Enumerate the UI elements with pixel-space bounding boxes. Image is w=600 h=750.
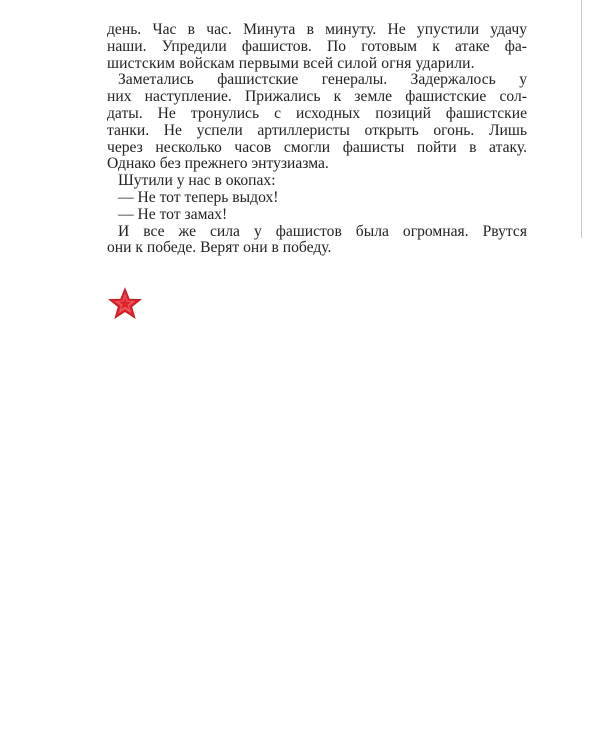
text-line: они к победе. Верят они в победу. (107, 239, 332, 257)
red-star-icon (108, 287, 142, 321)
page-edge-line (581, 0, 582, 238)
dialogue-line: — Не тот теперь выдох! (118, 188, 279, 206)
text-line: Однако без прежнего энтузиазма. (107, 155, 329, 173)
text-line: шистским войскам первыми всей силой огня ударили. (107, 54, 475, 72)
text-line: Шутили у нас в окопах: (118, 172, 276, 190)
text-line: через несколько часов смогли фашисты пойти в атаку. (107, 139, 527, 156)
text-line: день. Час в час. Минута в минуту. Не упустили удачу (107, 22, 527, 38)
text-line: них наступление. Прижались к земле фашистские сол- (107, 89, 527, 106)
text-line: наши. Упредили фашистов. По готовым к атаке фа- (107, 38, 527, 55)
dialogue-line: — Не тот замах! (118, 205, 228, 223)
text-line: даты. Не тронулись с исходных позиций фашистские (107, 105, 527, 122)
text-line: Заметались фашистские генералы. Задержалось у (118, 72, 527, 89)
body-text (107, 22, 527, 257)
text-line: И все же сила у фашистов была огромная. Рвутся (118, 223, 527, 240)
text-line: танки. Не успели артиллеристы открыть огонь. Лишь (107, 122, 527, 139)
